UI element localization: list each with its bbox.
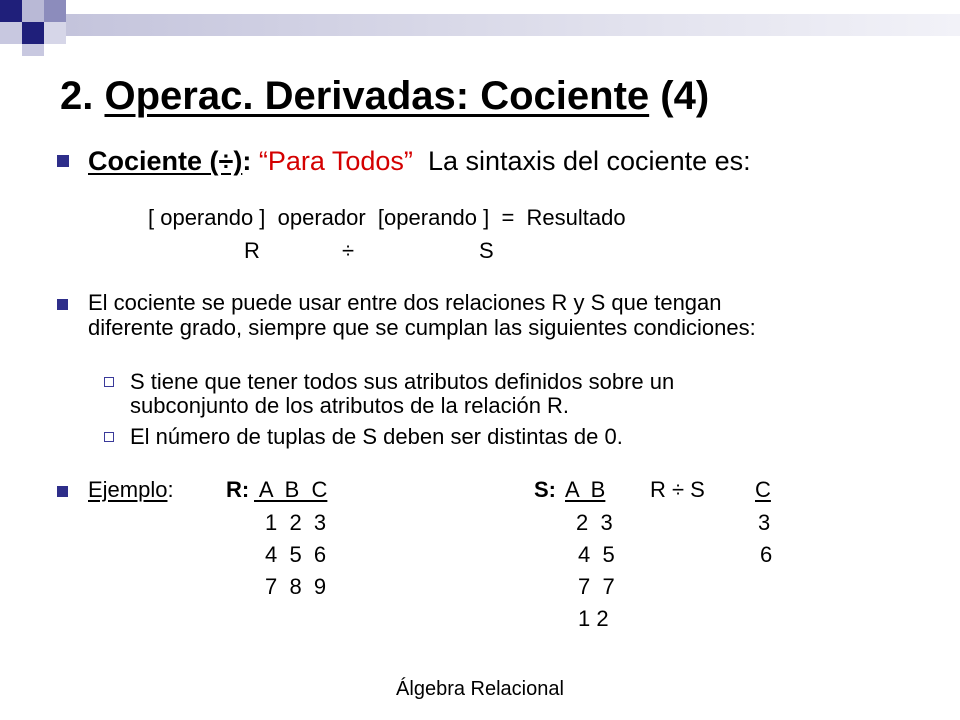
relation-s-row: 4 5: [578, 542, 615, 567]
syntax-op: ÷: [342, 238, 355, 263]
relation-s-label: S:: [534, 477, 556, 502]
relation-s-row: 7 7: [578, 574, 615, 599]
relation-r-label: R:: [226, 477, 250, 502]
syntax-line: [ operando ] operador [operando ] = Resultado: [148, 205, 626, 230]
corner-square-light-3: [44, 22, 66, 44]
hollow-square-icon: [104, 377, 114, 387]
bullet-square-icon: [57, 155, 69, 167]
corner-square-light-1: [22, 0, 44, 22]
corner-square-dark-2: [44, 0, 66, 22]
slide-title: 2. Operac. Derivadas: Cociente (4): [60, 74, 710, 118]
relation-s-row: 1 2: [578, 606, 609, 631]
result-header: C: [755, 477, 771, 502]
desc-line-1: El cociente se puede usar entre dos relaciones R y S que tengan: [88, 290, 722, 315]
result-row: 6: [760, 542, 773, 567]
result-label: R ÷ S: [650, 477, 705, 502]
intro-line: Cociente (÷): “Para Todos” La sintaxis del cociente es:: [88, 146, 751, 176]
result-row: 3: [758, 510, 771, 535]
relation-r-row: 7 8 9: [265, 574, 327, 599]
corner-square-dark-3: [22, 22, 44, 44]
intro-rest: La sintaxis del cociente es:: [427, 146, 751, 176]
hollow-square-icon: [104, 432, 114, 442]
bullet-square-icon: [57, 299, 68, 310]
relation-r-row: 1 2 3: [265, 510, 327, 535]
relation-r-row: 4 5 6: [265, 542, 327, 567]
relation-r-header: A B C: [254, 477, 328, 502]
bullet-square-icon: [57, 486, 68, 497]
intro-term: Cociente (÷): [88, 146, 243, 176]
title-underlined: Operac. Derivadas: Cociente: [104, 74, 650, 118]
syntax-s: S: [479, 238, 494, 263]
syntax-r: R: [244, 238, 260, 263]
desc-line-2: diferente grado, siempre que se cumplan las siguientes condiciones:: [88, 315, 756, 340]
header-gradient-bar: [66, 14, 960, 36]
condition-1-line-1: S tiene que tener todos sus atributos definidos sobre un: [130, 369, 675, 394]
corner-square-light-4: [22, 44, 44, 56]
intro-quote: “Para Todos”: [258, 146, 413, 176]
condition-1-line-2: subconjunto de los atributos de la relación R.: [130, 393, 570, 418]
relation-s-row: 2 3: [576, 510, 613, 535]
corner-square-light-2: [0, 22, 22, 44]
corner-square-dark-1: [0, 0, 22, 22]
footer-text: Álgebra Relacional: [396, 678, 564, 700]
example-label: Ejemplo:: [88, 477, 174, 502]
relation-s-header: A B: [565, 477, 606, 502]
condition-2: El número de tuplas de S deben ser distintas de 0.: [130, 424, 623, 449]
